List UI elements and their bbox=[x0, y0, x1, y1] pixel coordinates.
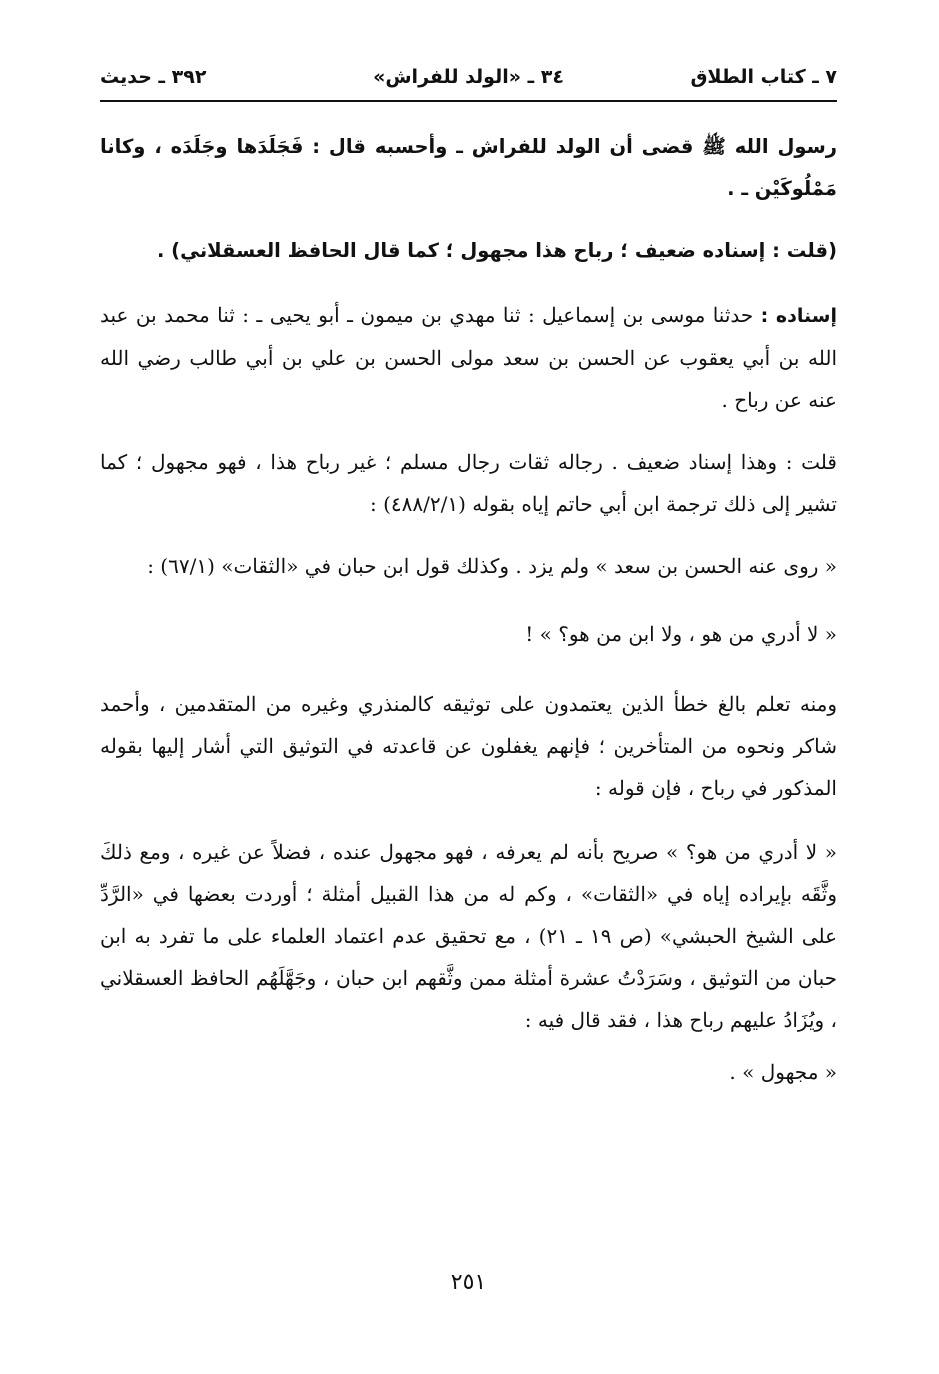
quote-majhul: « مجهول » . bbox=[729, 1060, 837, 1084]
header-section: ٣٤ ـ «الولد للفراش» bbox=[373, 66, 564, 88]
isnad-text: حدثنا موسى بن إسماعيل : ثنا مهدي بن ميمون ـ أبو يحيى ـ : ثنا محمد بن عبد الله بن أبي يعقوب عن الحسن بن سعد مولى الحسن بن علي بن أبي طالب رضي الله عنه عن رباح . bbox=[100, 303, 837, 412]
quote-ibn-abi-hatim: « روى عنه الحسن بن سعد » ولم يزد . وكذلك قول ابن حبان في «الثقات» (٦٧/١) : bbox=[147, 554, 837, 578]
isnad-label: إسناده : bbox=[760, 305, 837, 327]
header-chapter: ٧ ـ كتاب الطلاق bbox=[690, 66, 837, 88]
commentary-paragraph: قلت : وهذا إسناد ضعيف . رجاله ثقات رجال مسلم ؛ غير رباح هذا ، فهو مجهول ؛ كما تشير إلى ذلك ترجمة ابن أبي حاتم إياه بقوله (٤٨٨/٢/١) : bbox=[100, 450, 837, 516]
header-hadith-number: ٣٩٢ ـ حديث bbox=[100, 66, 207, 88]
running-header bbox=[100, 60, 837, 102]
hadith-text-continuation: رسول الله ﷺ قضى أن الولد للفراش ـ وأحسبه قال : فَجَلَدَها وجَلَدَه ، وكانا مَمْلُوكَيْن ـ . bbox=[100, 135, 837, 200]
page-number: ٢٥١ bbox=[450, 1270, 487, 1295]
commentary-paragraph-tawthiq: ومنه تعلم بالغ خطأ الذين يعتمدون على توثيقه كالمنذري وغيره من المتقدمين ، وأحمد شاكر ونحوه من المتأخرين ؛ فإنهم يغفلون عن قاعدته في التوثيق التي أشار إليها بقوله المذكور في رباح ، فإن قوله : bbox=[100, 692, 837, 800]
isnad-paragraph bbox=[100, 294, 837, 421]
commentary-paragraph-quote: « لا أدري من هو؟ » صريح بأنه لم يعرفه ، فهو مجهول عنده ، فضلاً عن غيره ، ومع ذلكَ وثَّقَه بإيراده إياه في «الثقات» ، وكم له من هذا القبيل أمثلة ؛ أوردت بعضها في «الرَّدِّ على الشيخ الحبشي» (ص ١٩ ـ ٢١) ، مع تحقيق عدم اعتماد العلماء على ما تفرد به ابن حبان من التوثيق ، وسَرَدْتُ عشرة أمثلة ممن وثَّقهم ابن حبان ، وجَهَّلَهُم الحافظ العسقلاني ، ويُزَادُ عليهم رباح هذا ، فقد قال فيه : bbox=[100, 840, 838, 1032]
document-page bbox=[100, 60, 837, 1300]
grading-note: (قلت : إسناده ضعيف ؛ رباح هذا مجهول ؛ كما قال الحافظ العسقلاني) . bbox=[156, 239, 837, 262]
quote-ibn-hibban: « لا أدري من هو ، ولا ابن من هو؟ » ! bbox=[525, 622, 837, 646]
